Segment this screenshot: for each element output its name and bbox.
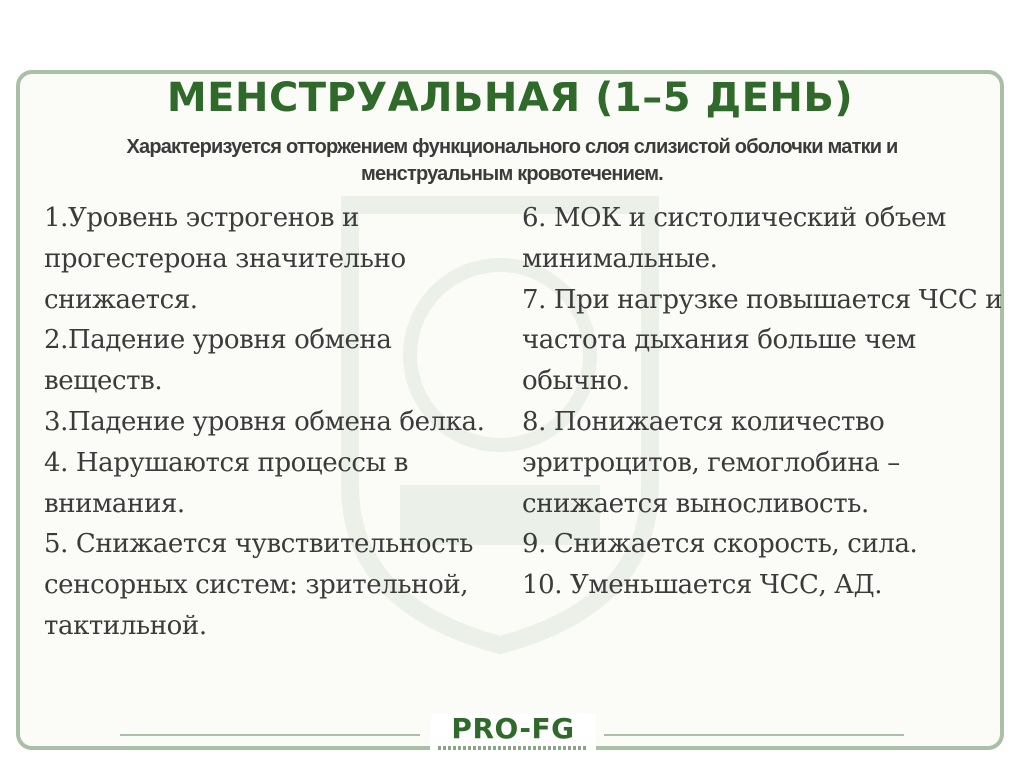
slide-title: МЕНСТРУАЛЬНАЯ (1–5 ДЕНЬ)	[166, 75, 854, 121]
logo-text: PRO-FG	[451, 712, 575, 745]
brand-logo	[430, 714, 596, 754]
list-item: 5. Снижается чувствительность сенсорных систем: зрительной, тактильной.	[44, 529, 474, 641]
list-item: 2.Падение уровня обмена веществ.	[44, 325, 392, 397]
left-column	[44, 198, 514, 647]
footer-divider	[604, 734, 904, 736]
footer-divider	[120, 734, 420, 736]
right-column	[522, 198, 1022, 606]
list-item: 8. Понижается количество эритроцитов, гемоглобина – снижается выносливость.	[522, 406, 900, 519]
list-item: 6. МОК и систолический объем минимальные.	[522, 203, 946, 274]
logo-tagline-decoration	[438, 746, 588, 750]
list-item: 10. Уменьшается ЧСС, АД.	[522, 570, 883, 601]
list-item: 4. Нарушаются процессы в внимания.	[44, 447, 408, 519]
list-item: 7. При нагрузке повышается ЧСС и частота дыхания больше чем обычно.	[522, 284, 1003, 397]
list-item: 9. Снижается скорость, сила.	[522, 529, 918, 560]
slide-subtitle: Характеризуется отторжением функционального слоя слизистой оболочки матки и менструальным кровотечением.	[126, 136, 898, 185]
list-item: 3.Падение уровня обмена белка.	[44, 406, 485, 437]
list-item: 1.Уровень эстрогенов и прогестерона значительно снижается.	[44, 203, 406, 315]
footer	[0, 712, 1024, 756]
